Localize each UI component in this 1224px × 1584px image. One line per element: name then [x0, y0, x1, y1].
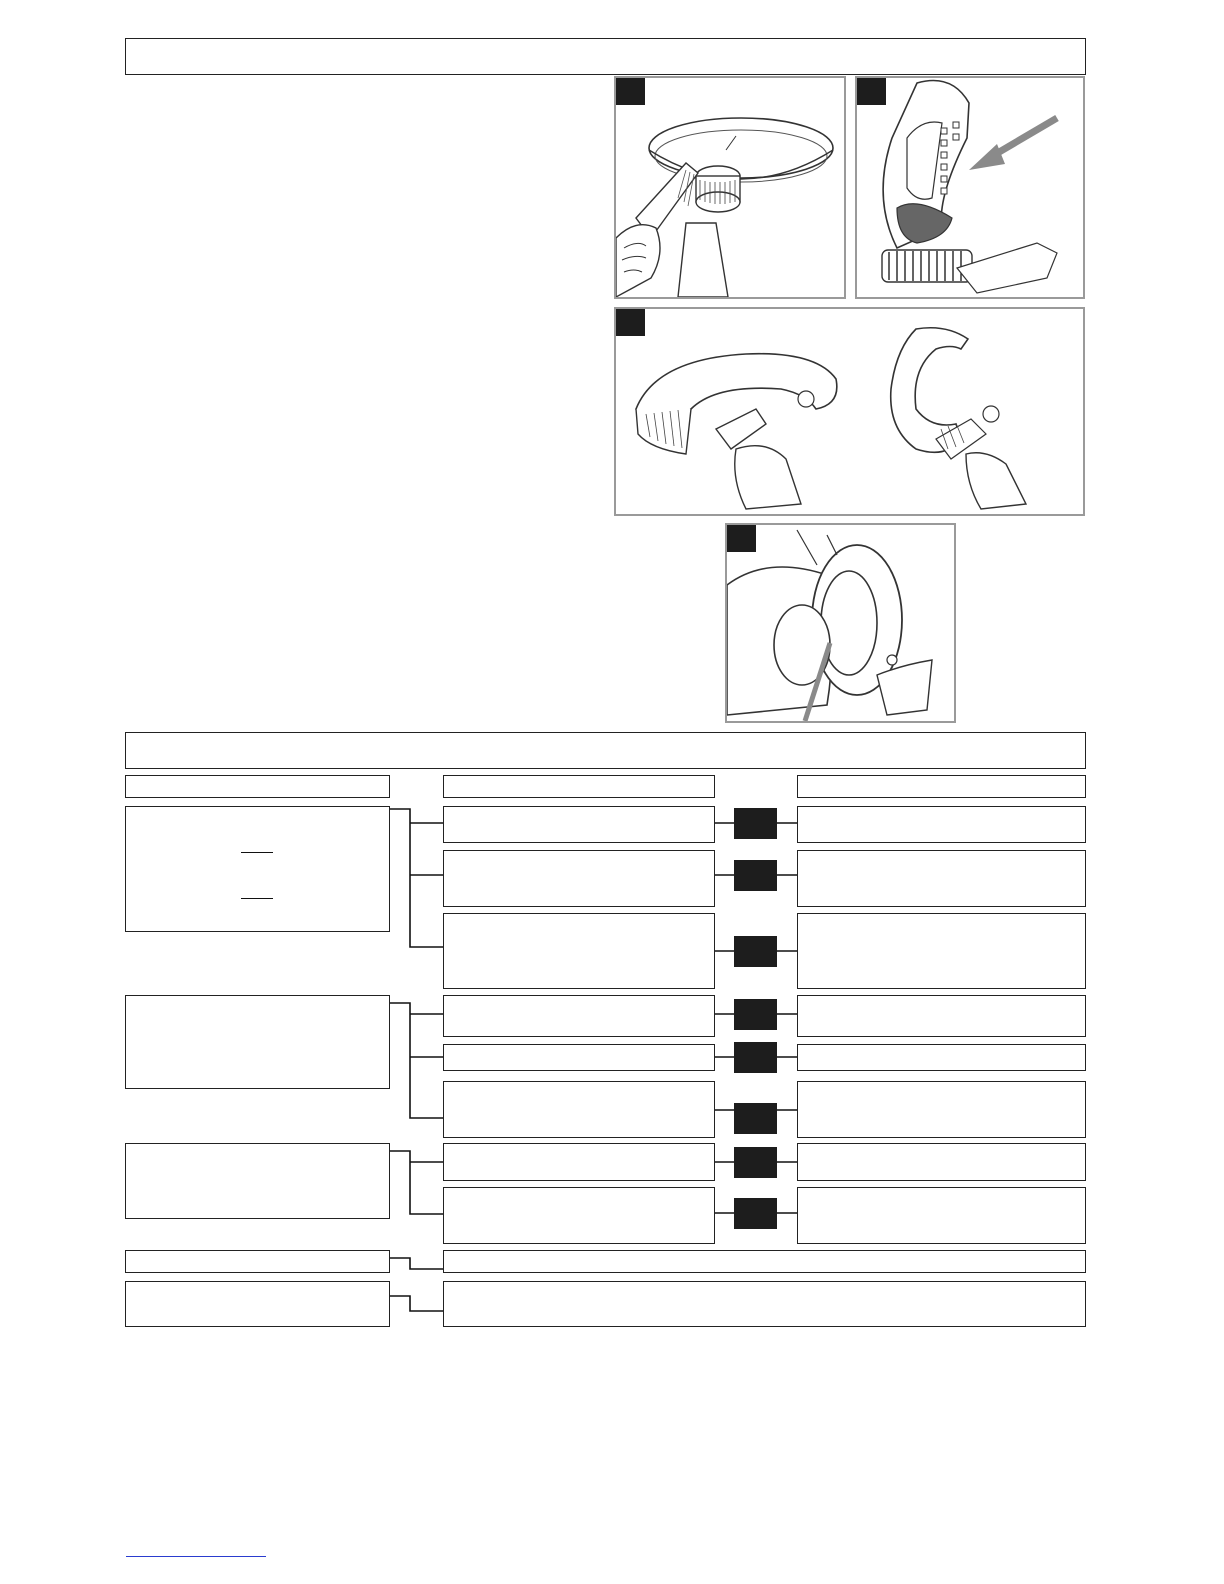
- cause-1-2: [443, 850, 715, 907]
- cause-1-3: [443, 913, 715, 989]
- cause-2-2: [443, 1044, 715, 1071]
- problem-3: [125, 1143, 390, 1219]
- problem-4: [125, 1250, 390, 1273]
- problem-5: [125, 1281, 390, 1327]
- ref-badge-3-2: [734, 1198, 777, 1229]
- cause-2-3: [443, 1081, 715, 1138]
- action-4: [443, 1250, 1086, 1273]
- remedy-1-3: [797, 913, 1086, 989]
- ref-badge-1-2: [734, 860, 777, 891]
- remedy-2-1: [797, 995, 1086, 1037]
- problem-1-underline-2: [241, 898, 273, 899]
- remedy-3-2: [797, 1187, 1086, 1244]
- ref-badge-2-3: [734, 1103, 777, 1134]
- ref-badge-1-1: [734, 808, 777, 839]
- cause-3-1: [443, 1143, 715, 1181]
- problem-1-underline-1: [241, 852, 273, 853]
- remedy-2-3: [797, 1081, 1086, 1138]
- problem-2: [125, 995, 390, 1089]
- ref-badge-1-3: [734, 936, 777, 967]
- remedy-3-1: [797, 1143, 1086, 1181]
- action-5: [443, 1281, 1086, 1327]
- footer-link[interactable]: [126, 1556, 266, 1559]
- cause-3-2: [443, 1187, 715, 1244]
- cause-1-1: [443, 806, 715, 843]
- remedy-2-2: [797, 1044, 1086, 1071]
- ref-badge-3-1: [734, 1147, 777, 1178]
- ref-badge-2-1: [734, 999, 777, 1030]
- remedy-1-1: [797, 806, 1086, 843]
- remedy-1-2: [797, 850, 1086, 907]
- ref-badge-2-2: [734, 1042, 777, 1073]
- problem-1: [125, 806, 390, 932]
- cause-2-1: [443, 995, 715, 1037]
